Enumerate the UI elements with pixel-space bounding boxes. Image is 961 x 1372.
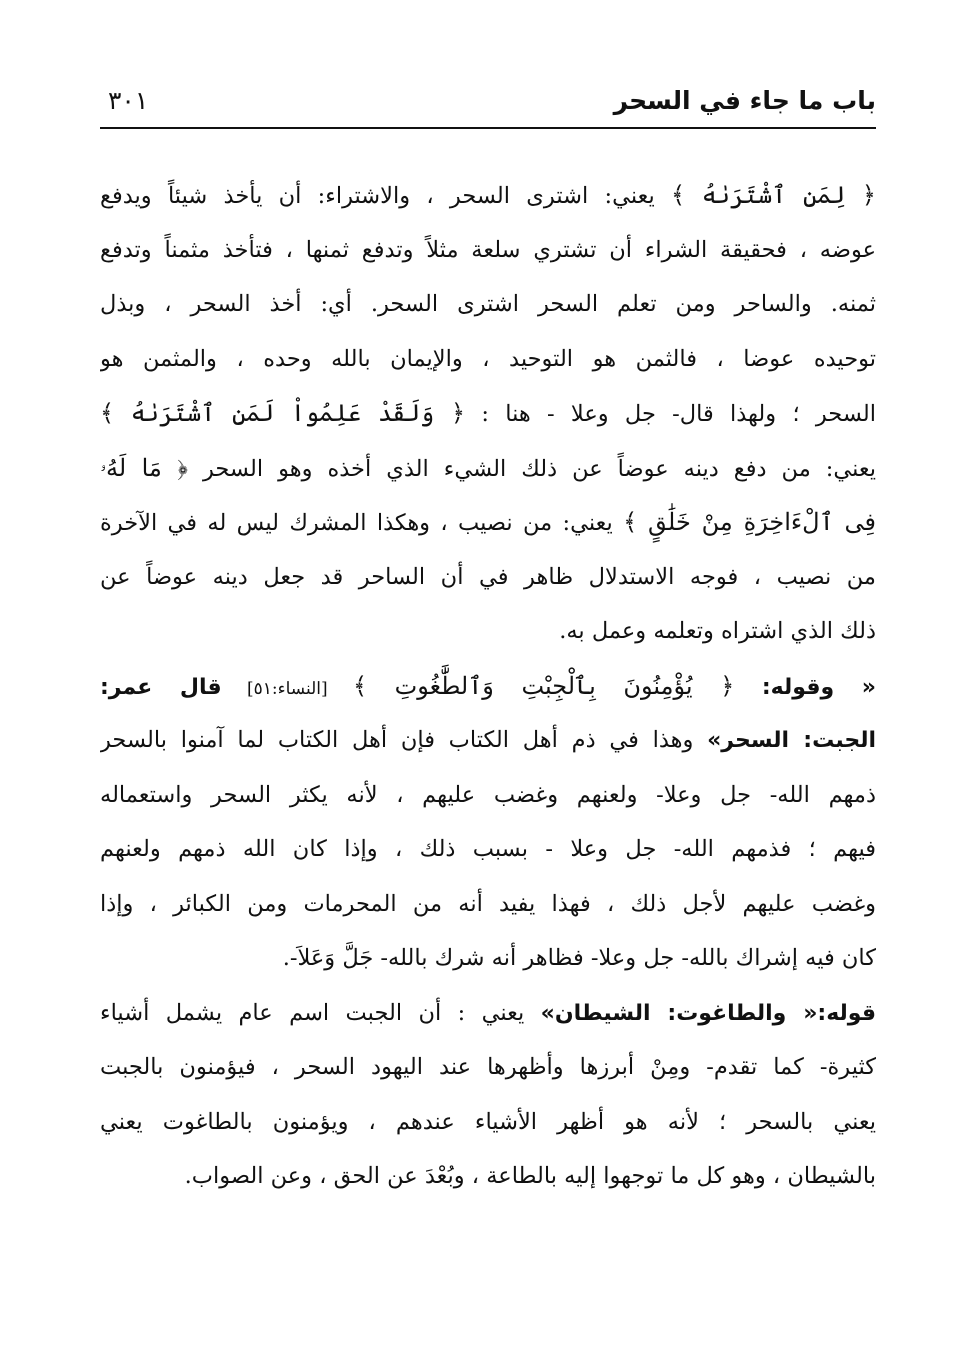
text-line: [100, 1095, 876, 1150]
running-header: [100, 84, 876, 124]
text-line: [100, 986, 876, 1041]
quran-verse: فِى ٱلْءَاخِرَةِ مِنْ خَلَٰقٍ ﴾: [623, 508, 876, 536]
text-run: بالشيطان ، وهو كل ما توجهوا إليه بالطاعة ، وبُعْدَ عن الحق ، وعن الصواب.: [184, 1163, 876, 1189]
bold-quote: قوله:« والطاغوت: الشيطان»: [540, 1000, 876, 1026]
body-text: [100, 168, 876, 1204]
chapter-title: باب ما جاء في السحر: [613, 86, 876, 115]
bold-quote: قال عمر:: [100, 674, 222, 700]
text-run: يعني: من دفع دينه عوضاً عن ذلك الشيء الذي أخذه وهو السحر: [187, 455, 876, 482]
text-line: [100, 168, 876, 223]
text-line: [100, 277, 876, 332]
text-line: [100, 1149, 876, 1204]
text-run: يعني : أن الجبت اسم عام يشمل أشياء: [100, 999, 541, 1026]
text-run: كثيرة- كما تقدم- ومِنْ أبرزها وأظهرها عند اليهود السحر ، فيؤمنون بالجبت: [100, 1054, 876, 1080]
text-line: [100, 659, 876, 714]
text-line: [100, 768, 876, 823]
text-line: [100, 550, 876, 605]
text-line: [100, 441, 876, 496]
header-divider: [100, 127, 876, 129]
text-run: عوضه ، فحقيقة الشراء أن تشتري سلعة مثلاً وتدفع ثمنها ، فتأخذ مثمناً وتدفع: [100, 236, 876, 263]
text-line: [100, 931, 876, 986]
text-line: [100, 604, 876, 659]
text-line: [100, 877, 876, 932]
text-run: ثمنه. والساحر ومن تعلم السحر اشترى السحر. أي: أخذ السحر ، وبذل: [100, 291, 876, 317]
quran-verse: ﴿ مَا لَهُۥ: [100, 453, 188, 482]
text-run: توحيده عوضا ، فالثمن هو التوحيد ، والإيمان بالله وحده ، والمثمن هو: [100, 345, 876, 372]
text-line: [100, 713, 876, 768]
text-run: وهذا في ذم أهل الكتاب فإن أهل الكتاب لما آمنوا بالسحر: [100, 727, 708, 753]
text-run: يعني بالسحر ؛ لأنه هو أظهر الأشياء عندهم ، ويؤمنون بالطاغوت يعني: [100, 1108, 876, 1135]
text-line: [100, 1040, 876, 1095]
text-line: [100, 332, 876, 387]
text-run: السحر ؛ ولهذا قال- جل وعلا - هنا :: [465, 401, 876, 427]
text-line: [100, 822, 876, 877]
text-line: [100, 386, 876, 441]
text-run: ذمهم الله- جل وعلا- ولعنهم وغضب عليهم ، لأنه يكثر السحر واستعماله: [100, 781, 876, 808]
quran-verse: ﴿ يُؤْمِنُونَ بِٱلْجِبْتِ وَٱلطَّٰغُوتِ ﴾: [353, 671, 735, 700]
text-line: [100, 223, 876, 278]
text-line: [100, 495, 876, 550]
bold-quote: « وقوله:: [734, 674, 876, 700]
quran-verse: ﴿ وَلَقَدْ عَلِمُواْ لَمَنِ ٱشْتَرَىٰهُ ﴾: [100, 399, 466, 427]
text-run: من نصيب ، فوجه الاستدلال ظاهر في أن الساحر قد جعل دينه عوضاً عن: [100, 563, 876, 590]
text-run: يعني: اشترى السحر ، والاشتراء: أن يأخذ شيئاً ويدفع: [100, 183, 672, 209]
page-number: ٣٠١: [108, 86, 149, 115]
quran-verse: ﴿ لِمَنِ ٱشْتَرَىٰهُ ﴾: [671, 181, 876, 209]
text-run: يعني: من نصيب ، وهكذا المشرك ليس له في الآخرة: [100, 510, 624, 536]
text-run: فيهم ؛ فذمهم الله- جل وعلا - بسبب ذلك ، وإذا كان الله ذمهم ولعنهم: [100, 836, 876, 862]
text-run: ذلك الذي اشتراه وتعلمه وعمل به.: [559, 618, 876, 644]
verse-reference: [النساء:٥١]: [221, 678, 353, 699]
text-run: وغضب عليهم لأجل ذلك ، فهذا يفيد أنه من المحرمات ومن الكبائر ، وإذا: [100, 890, 876, 917]
text-run: كان فيه إشراك بالله- جل وعلا- فظاهر أنه شرك بالله- جَلَّ وَعَلاَ-.: [282, 945, 876, 971]
bold-quote: الجبت: السحر»: [707, 728, 876, 753]
